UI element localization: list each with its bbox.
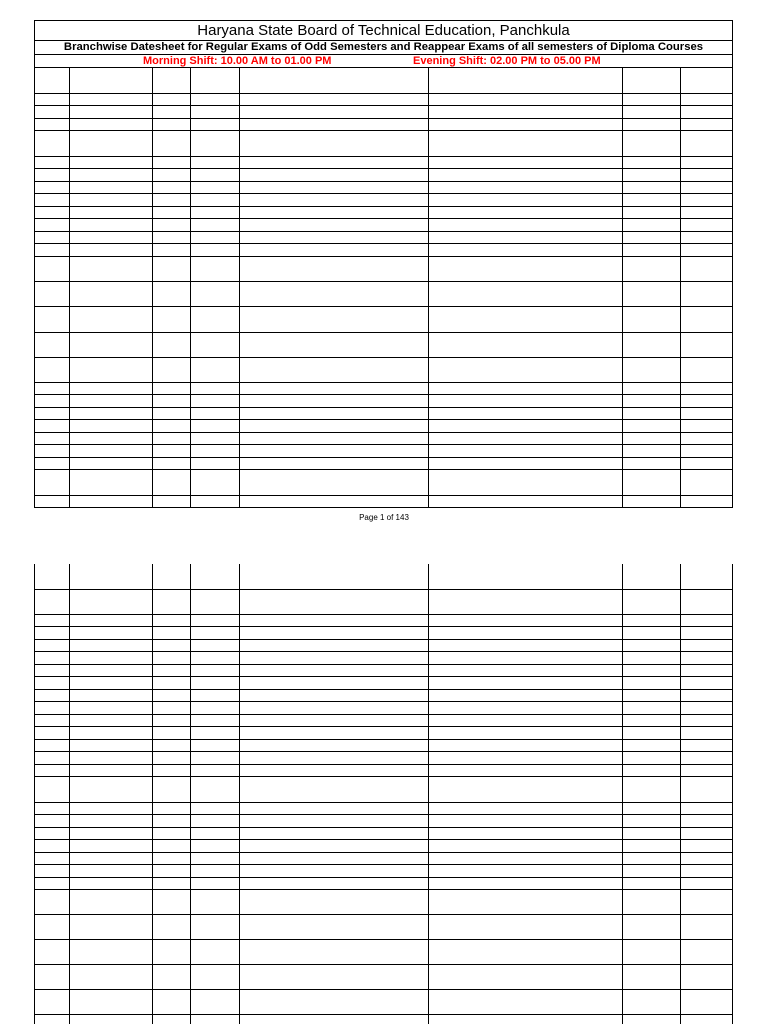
page-number: Page 1 of 143 bbox=[359, 513, 409, 522]
table-grid-page-2 bbox=[34, 564, 733, 1024]
board-title: Haryana State Board of Technical Education, Panchkula bbox=[197, 22, 570, 39]
header-divider bbox=[35, 54, 732, 55]
evening-shift-timing: Evening Shift: 02.00 PM to 05.00 PM bbox=[413, 55, 601, 67]
morning-shift-timing: Morning Shift: 10.00 AM to 01.00 PM bbox=[143, 55, 332, 67]
table-grid-page-1 bbox=[34, 68, 733, 508]
datesheet-table-page-2 bbox=[34, 564, 733, 1024]
datesheet-subtitle: Branchwise Datesheet for Regular Exams of Odd Semesters and Reappear Exams of all semesters of Diploma Courses bbox=[63, 41, 704, 53]
datesheet-header bbox=[34, 20, 733, 68]
datesheet-table-page-1 bbox=[34, 68, 733, 508]
